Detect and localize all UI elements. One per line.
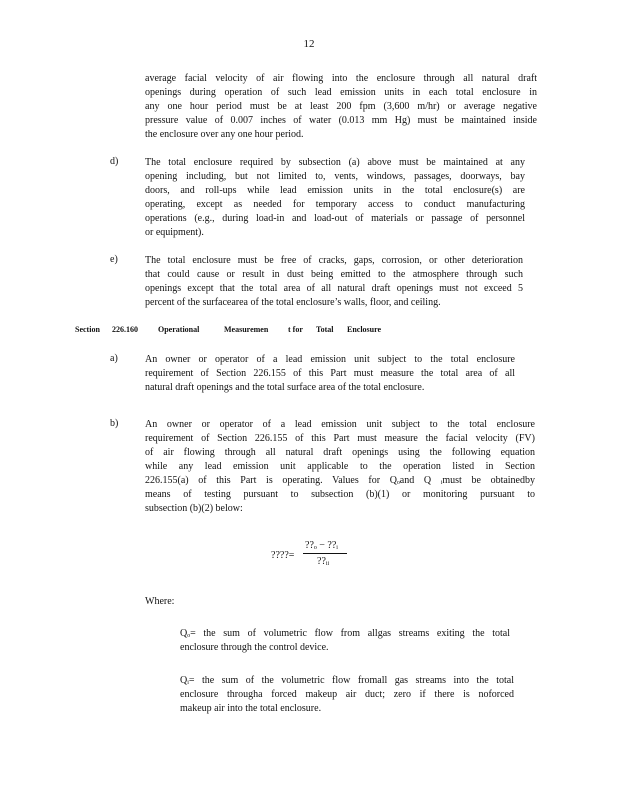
section-title-part: Enclosure: [347, 325, 382, 334]
paragraph-e: [145, 254, 523, 310]
section-number: 226.160: [112, 325, 138, 334]
text-line: any one hour period must be at least 200 fpm (3,600 m/hr) or average negative: [145, 101, 537, 112]
text-line: pressure value of 0.007 inches of water (0.013 mm Hg) must be maintained inside: [145, 115, 537, 126]
text-line: natural draft openings and the total surface area of the total enclosure.: [145, 382, 425, 393]
paragraph-a: [145, 353, 515, 395]
text-line: while any lead emission unit applicable to the operation listed in Section: [145, 461, 535, 472]
paragraph-b: [145, 418, 535, 516]
text-line: opening including, but not limited to, vents, windows, passages, doorways, bay: [145, 171, 525, 182]
equation-denominator: ??ᵢᵢ: [317, 556, 330, 567]
text-line: requirement of Section 226.155 of this Part must measure the total area of all: [145, 368, 515, 379]
paragraph-a-label: a): [110, 353, 118, 364]
text-line: of air flowing through all natural draft openings using the following equation: [145, 447, 535, 458]
text-line: average facial velocity of air flowing into the enclosure through all natural draft: [145, 73, 537, 84]
text-line: or equipment).: [145, 227, 204, 238]
section-word: Section: [75, 325, 100, 334]
paragraph-d: [145, 156, 525, 240]
text-line: the enclosure over any one hour period.: [145, 129, 304, 140]
text-line: that could cause or result in dust being emitted to the atmosphere through such: [145, 269, 523, 280]
text-line: Qₒ= the sum of volumetric flow from allgas streams exiting the total: [180, 628, 510, 639]
paragraph-d-label: d): [110, 156, 119, 167]
text-line: percent of the surfacearea of the total enclosure’s walls, floor, and ceiling.: [145, 297, 441, 308]
definition-qo: [180, 627, 510, 655]
where-label: Where:: [145, 596, 175, 607]
text-line: means of testing pursuant to subsection (b)(1) or monitoring pursuant to: [145, 489, 535, 500]
text-line: openings during operation of such lead emission units in each total enclosure in: [145, 87, 537, 98]
text-line: openings except that the total area of all natural draft openings must not exceed 5: [145, 283, 523, 294]
text-line: requirement of Section 226.155 of this Part must measure the facial velocity (FV): [145, 433, 535, 444]
fraction-bar: [303, 553, 347, 554]
text-line: An owner or operator of a lead emission unit subject to the total enclosure: [145, 419, 535, 430]
page-number: 12: [303, 38, 315, 50]
section-title-part: Total: [316, 325, 334, 334]
text-line: Qᵢ= the sum of the volumetric flow fromall gas streams into the total: [180, 675, 514, 686]
text-line: operations (e.g., during load-in and load-out of materials or passage of personnel: [145, 213, 525, 224]
text-line: enclosure through the control device.: [180, 642, 329, 653]
text-line: operating, except as needed for temporary access to conduct manufacturing: [145, 199, 525, 210]
section-title-part: t for: [288, 325, 303, 334]
text-line: The total enclosure must be free of cracks, gaps, corrosion, or other deterioration: [145, 255, 523, 266]
section-title-part: Measuremen: [224, 325, 269, 334]
equation-lhs: ????=: [271, 550, 295, 561]
section-title-part: Operational: [158, 325, 200, 334]
paragraph-e-label: e): [110, 254, 118, 265]
paragraph-b-label: b): [110, 418, 119, 429]
text-line: makeup air into the total enclosure.: [180, 703, 322, 714]
paragraph-c-continuation: [145, 72, 537, 142]
text-line: 226.155(a) of this Part is operating. Values for Qₒand Q ᵢmust be obtainedby: [145, 475, 535, 486]
text-line: enclosure througha forced makeup air duct; zero if there is noforced: [180, 689, 514, 700]
text-line: subsection (b)(2) below:: [145, 503, 243, 514]
definition-qi: [180, 674, 514, 716]
text-line: The total enclosure required by subsection (a) above must be maintained at any: [145, 157, 525, 168]
text-line: doors, and roll-ups while lead emission units in the total enclosure(s) are: [145, 185, 525, 196]
text-line: An owner or operator of a lead emission unit subject to the total enclosure: [145, 354, 515, 365]
equation-numerator: ??ₒ − ??ᵢ: [305, 540, 338, 551]
